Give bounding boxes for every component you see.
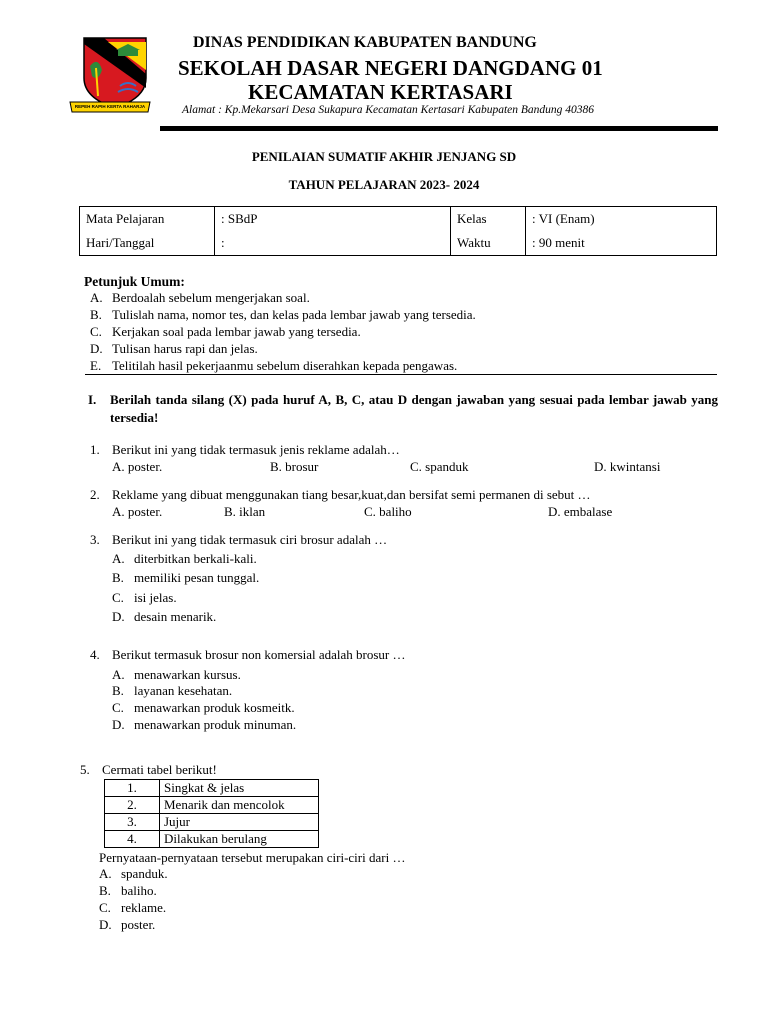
q2-option-c: C. baliho [364, 504, 412, 519]
q1-option-d: D. kwintansi [594, 459, 661, 474]
question-2: 2. Reklame yang dibuat menggunakan tiang besar,kuat,dan bersifat semi permanen di sebut … [90, 487, 591, 502]
logo-motto: REPEH RAPIH KERTA RAHARJA [74, 104, 146, 109]
q1-option-c: C. spanduk [410, 459, 469, 474]
date-value: : [215, 231, 451, 256]
question-3: 3. Berikut ini yang tidak termasuk ciri brosur adalah … [90, 532, 388, 547]
q4-option: C. menawarkan produk kosmeitk. [112, 700, 295, 715]
q2-option-a: A. poster. [112, 504, 163, 519]
instruction-item: C. Kerjakan soal pada lembar jawab yang tersedia. [90, 324, 361, 339]
section-1-instruction: I. Berilah tanda silang (X) pada huruf A, B, C, atau D dengan jawaban yang sesuai pada lembar jawab yang tersedia! [88, 392, 718, 425]
table-row: 2. Menarik dan mencolok [105, 797, 319, 814]
table-row: 1. Singkat & jelas [105, 780, 319, 797]
question-1: 1. Berikut ini yang tidak termasuk jenis reklame adalah… [90, 442, 400, 457]
district-name: KECAMATAN KERTASARI [248, 80, 513, 104]
table-row: 4. Dilakukan berulang [105, 831, 319, 848]
q3-option: D. desain menarik. [112, 609, 217, 624]
q4-option: A. menawarkan kursus. [112, 667, 241, 682]
section-divider [85, 374, 717, 375]
q5-option: C. reklame. [99, 900, 167, 915]
school-logo [68, 36, 152, 116]
instructions-heading: Petunjuk Umum: [84, 274, 185, 289]
exam-info-table [79, 206, 717, 256]
subject-label: Mata Pelajaran [80, 207, 215, 232]
q3-option: B. memiliki pesan tunggal. [112, 570, 260, 585]
school-address: Alamat : Kp.Mekarsari Desa Sukapura Kecamatan Kertasari Kabupaten Bandung 40386 [182, 104, 595, 116]
q5-option: A. spanduk. [99, 866, 168, 881]
q5-option: D. poster. [99, 917, 156, 932]
instruction-item: B. Tulislah nama, nomor tes, dan kelas pada lembar jawab yang tersedia. [90, 307, 476, 322]
academic-year: TAHUN PELAJARAN 2023- 2024 [288, 177, 480, 192]
question-5: 5. Cermati tabel berikut! [80, 762, 217, 777]
q1-option-a: A. poster. [112, 459, 163, 474]
question-4: 4. Berikut termasuk brosur non komersial adalah brosur … [90, 647, 406, 662]
school-name: SEKOLAH DASAR NEGERI DANGDANG 01 [178, 56, 603, 80]
instruction-item: A. Berdoalah sebelum mengerjakan soal. [90, 290, 310, 305]
time-value: : 90 menit [526, 231, 717, 256]
class-value: : VI (Enam) [526, 207, 717, 232]
class-label: Kelas [451, 207, 526, 232]
q5-followup: Pernyataan-pernyataan tersebut merupakan ciri-ciri dari … [99, 850, 406, 865]
q1-option-b: B. brosur [270, 459, 319, 474]
table-row: 3. Jujur [105, 814, 319, 831]
agency-name: DINAS PENDIDIKAN KABUPATEN BANDUNG [193, 34, 537, 51]
q5-option: B. baliho. [99, 883, 157, 898]
instruction-item: E. Telitilah hasil pekerjaanmu sebelum diserahkan kepada pengawas. [90, 358, 458, 373]
q3-option: A. diterbitkan berkali-kali. [112, 551, 257, 566]
q5-table [104, 779, 319, 848]
q2-option-b: B. iklan [224, 504, 266, 519]
exam-title: PENILAIAN SUMATIF AKHIR JENJANG SD [251, 149, 517, 164]
q4-option: D. menawarkan produk minuman. [112, 717, 297, 732]
subject-value: : SBdP [215, 207, 451, 232]
q3-option: C. isi jelas. [112, 590, 177, 605]
instruction-item: D. Tulisan harus rapi dan jelas. [90, 341, 258, 356]
date-label: Hari/Tanggal [80, 231, 215, 256]
letterhead-rule [160, 126, 718, 131]
q2-option-d: D. embalase [548, 504, 613, 519]
time-label: Waktu [451, 231, 526, 256]
q4-option: B. layanan kesehatan. [112, 683, 233, 698]
